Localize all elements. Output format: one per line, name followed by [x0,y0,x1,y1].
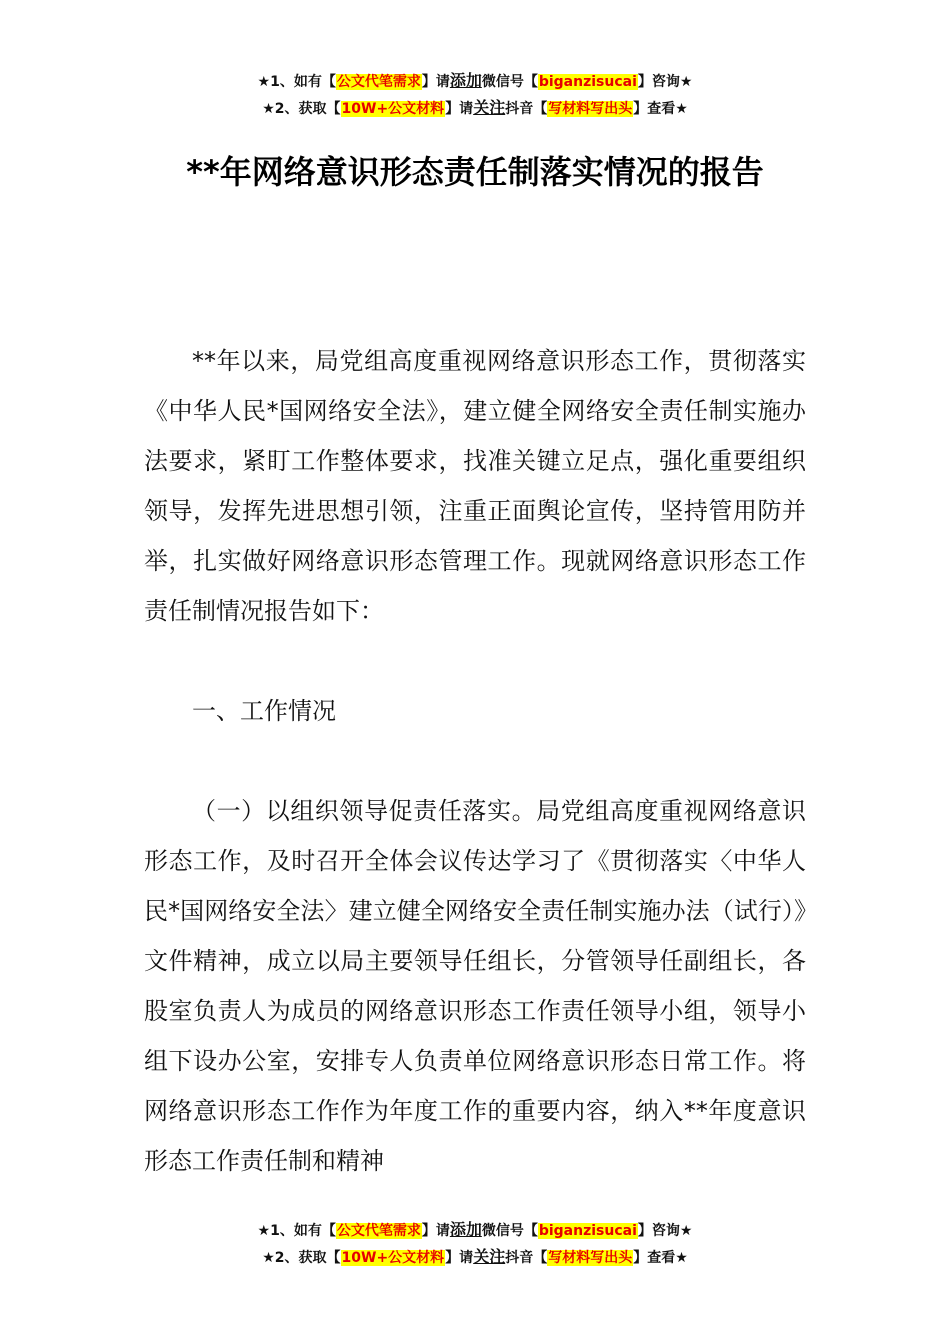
footer-promo-line-1-highlight-wechat: biganzisucai [538,1223,637,1239]
footer-promo-line-1-middle-2: 微信号【 [481,1223,538,1239]
footer-promo-line-1 [0,1217,950,1244]
footer-promo-line-1-suffix: 】咨询★ [637,1223,693,1239]
footer-promo-line-1-middle: 】请 [421,1223,450,1239]
promo-line-1-highlight-service: 公文代笔需求 [336,74,421,90]
promo-line-1-middle-2: 微信号【 [481,74,538,90]
footer-promo-line-2-middle-2: 抖音【 [505,1250,548,1266]
promo-line-2-emphasis: 关注 [473,98,506,117]
footer-promo-line-2-highlight-douyin: 写材料写出头 [548,1250,633,1266]
promo-line-2-prefix: ★2、获取【 [262,101,341,117]
footer-promo-line-1-emphasis: 添加 [449,1220,482,1239]
footer-promo-banner [0,1217,950,1271]
promo-line-1-emphasis: 添加 [449,71,482,90]
intro-paragraph: **年以来，局党组高度重视网络意识形态工作，贯彻落实《中华人民*国网络安全法》，建立健全网络安全责任制实施办法要求，紧盯工作整体要求，找准关键立足点，强化重要组织领导，发挥先进思想引领，注重正面舆论宣传，坚持管用防并举，扎实做好网络意识形态管理工作。现就网络意识形态工作责任制情况报告如下： [144,347,806,625]
document-title: **年网络意识形态责任制落实情况的报告 [186,153,764,191]
promo-line-2-highlight-materials: 10W+公文材料 [341,101,445,117]
section-paragraph-organization-leadership: （一）以组织领导促责任落实。局党组高度重视网络意识形态工作，及时召开全体会议传达学习了《贯彻落实〈中华人民*国网络安全法〉建立健全网络安全责任制实施办法（试行）》文件精神，成立以局主要领导任组长，分管领导任副组长，各股室负责人为成员的网络意识形态工作责任领导小组，领导小组下设办公室，安排专人负责单位网络意识形态日常工作。将网络意识形态工作作为年度工作的重要内容，纳入**年度意识形态工作责任制和精神 [144,797,806,1175]
section-heading-work-status: 一、工作情况 [192,697,336,725]
footer-promo-line-2-emphasis: 关注 [473,1247,506,1266]
footer-promo-line-2-middle: 】请 [445,1250,474,1266]
header-promo-banner [0,68,950,122]
footer-promo-line-1-prefix: ★1、如有【 [257,1223,336,1239]
promo-line-2-highlight-douyin: 写材料写出头 [548,101,633,117]
promo-line-1-highlight-wechat: biganzisucai [538,74,637,90]
promo-line-2 [0,95,950,122]
promo-line-2-suffix: 】查看★ [633,101,688,117]
promo-line-1-suffix: 】咨询★ [637,74,693,90]
promo-line-1 [0,68,950,95]
footer-promo-line-2-highlight-materials: 10W+公文材料 [341,1250,445,1266]
footer-promo-line-2-suffix: 】查看★ [633,1250,688,1266]
footer-promo-line-2 [0,1244,950,1271]
footer-promo-line-1-highlight-service: 公文代笔需求 [336,1223,421,1239]
promo-line-1-middle: 】请 [421,74,450,90]
footer-promo-line-2-prefix: ★2、获取【 [262,1250,341,1266]
promo-line-2-middle-2: 抖音【 [505,101,548,117]
promo-line-1-prefix: ★1、如有【 [257,74,336,90]
promo-line-2-middle: 】请 [445,101,474,117]
